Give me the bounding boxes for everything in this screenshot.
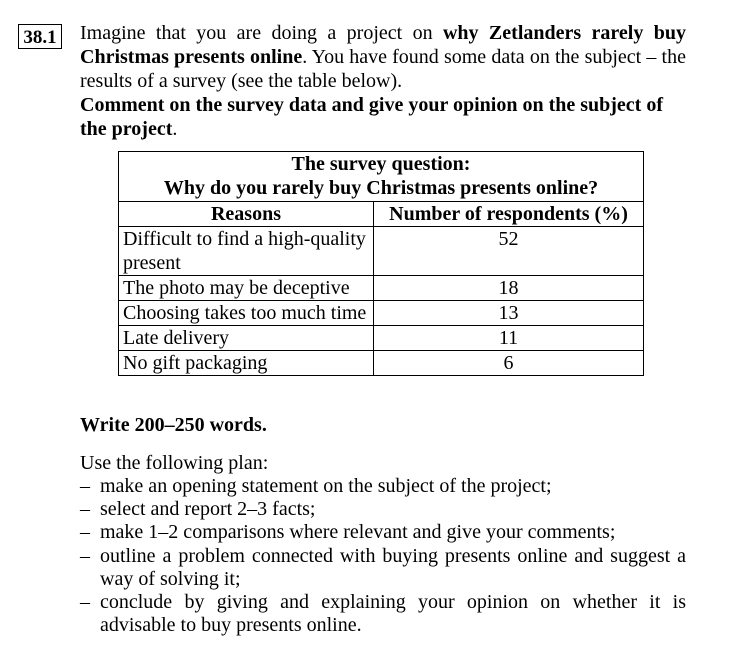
list-item [80,521,686,544]
dash-bullet: – [80,544,90,567]
plan-intro: Use the following plan: [80,452,269,474]
column-header-respondents: Number of respondents (%) [374,202,644,227]
table-header-row [119,202,644,227]
task-description [80,21,686,141]
dash-bullet: – [80,521,90,544]
value-cell: 18 [374,276,644,301]
dash-bullet: – [80,475,90,497]
value-cell: 13 [374,301,644,326]
plan-item-text: conclude by giving and explaining your opinion on whether it is advisable to buy presents online. [100,591,686,637]
survey-question: Why do you rarely buy Christmas presents online? [163,177,599,199]
dash-bullet: – [80,591,90,614]
table-caption-row [119,152,644,202]
value-cell: 6 [374,351,644,376]
list-item [80,475,686,498]
plan-item-text: make 1–2 comparisons where relevant and give your comments; [100,521,616,544]
table-row [119,326,644,351]
plan-item-text: outline a problem connected with buying presents online and suggest a way of solving it; [100,544,686,590]
plan-item-text: make an opening statement on the subject of the project; [100,475,552,497]
table-caption [119,152,644,202]
reason-cell: Difficult to find a high-quality present [119,227,374,276]
task-instruction [80,93,686,141]
plan-item-text: select and report 2–3 facts; [100,498,316,521]
instruction-text: Comment on the survey data and give your opinion on the subject of the project [80,94,663,140]
reason-cell: Late delivery [119,326,374,351]
list-item [80,591,686,637]
table-row [119,276,644,301]
instruction-period: . [172,118,178,140]
list-item [80,498,686,521]
project-topic: why Zetlanders rarely buy Christmas presents online [80,22,686,68]
value-cell: 11 [374,326,644,351]
value-cell: 52 [374,227,644,276]
task-number: 38.1 [18,24,62,49]
plan-list [80,475,686,637]
reason-cell: The photo may be deceptive [119,276,374,301]
intro-text-end: . You have found some data on the subject – the results of a survey (see the table below). [80,46,686,92]
table-row [119,227,644,276]
column-header-reasons: Reasons [119,202,374,227]
survey-question-label: The survey question: [291,153,471,175]
word-limit: Write 200–250 words. [80,414,267,436]
list-item [80,545,686,591]
reason-cell: No gift packaging [119,351,374,376]
table-row [119,301,644,326]
table-row [119,351,644,376]
reason-cell: Choosing takes too much time [119,301,374,326]
intro-text-start: Imagine that you are doing a project on [80,22,443,44]
dash-bullet: – [80,498,90,521]
survey-table [118,151,644,376]
